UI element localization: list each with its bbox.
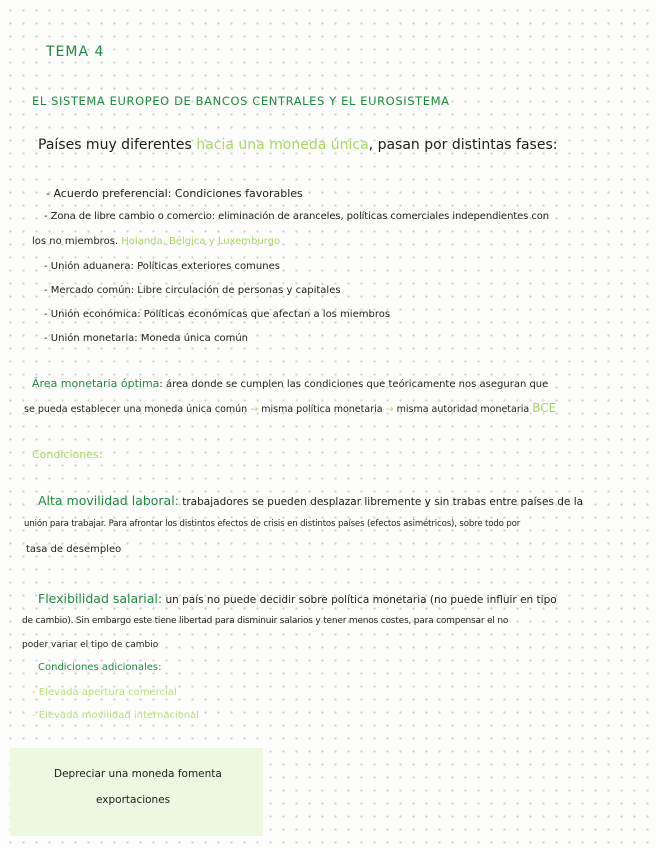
additional-item: - Elevada movilidad internacional xyxy=(32,710,200,721)
sticky-note xyxy=(10,748,263,836)
phase-item: - Mercado común: Libre circulación de personas y capitales xyxy=(44,285,341,296)
note-line-2: exportaciones xyxy=(96,794,171,806)
phase-item: - Acuerdo preferencial: Condiciones favorables xyxy=(46,187,303,200)
phase-item: - Unión económica: Políticas económicas que afectan a los miembros xyxy=(44,309,391,320)
amo-definition: : área donde se cumplen las condiciones que teóricamente nos aseguran que xyxy=(159,379,549,390)
intro-start: Países muy diferentes xyxy=(38,137,192,153)
arrow-icon: → xyxy=(250,404,259,415)
phase-continuation-text: los no miembros. xyxy=(32,236,119,247)
amo-label: Área monetaria óptima xyxy=(32,377,160,390)
amo-line-2 xyxy=(24,401,556,415)
phase-item: - Unión aduanera: Políticas exteriores comunes xyxy=(44,261,280,272)
note-line-1: Depreciar una moneda fomenta xyxy=(54,768,222,780)
flexibilidad-label: Flexibilidad salarial: xyxy=(38,591,163,606)
arrow-icon: → xyxy=(385,404,394,415)
phase-item-continuation xyxy=(32,236,280,247)
additional-item: - Elevada apertura comercial xyxy=(32,687,177,698)
amo-policy: misma política monetaria xyxy=(261,404,383,415)
movilidad-line-1 xyxy=(38,493,583,508)
amo-authority: misma autoridad monetaria xyxy=(396,404,530,415)
page-title: TEMA 4 xyxy=(46,44,105,60)
intro-line xyxy=(38,137,557,153)
flexibilidad-line-1 xyxy=(38,591,557,606)
movilidad-text: trabajadores se pueden desplazar libremente y sin trabas entre países de la xyxy=(178,496,584,508)
movilidad-line-3: tasa de desempleo xyxy=(26,544,122,555)
benelux-highlight: Holanda, Bélgica y Luxemburgo xyxy=(121,236,281,247)
bce-label: BCE xyxy=(532,401,557,415)
movilidad-label: Alta movilidad laboral: xyxy=(38,493,179,508)
section-heading: EL SISTEMA EUROPEO DE BANCOS CENTRALES Y EL EUROSISTEMA xyxy=(32,94,450,108)
amo-currency: se pueda establecer una moneda única común xyxy=(24,404,248,415)
flexibilidad-line-3: poder variar el tipo de cambio xyxy=(22,640,159,650)
intro-end: , pasan por distintas fases: xyxy=(368,137,558,153)
flexibilidad-text: un país no puede decidir sobre política monetaria (no puede influir en tipo xyxy=(162,594,557,606)
phase-item: - Unión monetaria: Moneda única común xyxy=(44,333,249,344)
additional-title: Condiciones adicionales: xyxy=(38,662,162,673)
movilidad-line-2: unión para trabajar. Para afrontar los distintos efectos de crisis en distintos países (efectos asimétricos), sobre todo por xyxy=(24,519,521,529)
amo-line-1 xyxy=(32,377,548,390)
phase-item: - Zona de libre cambio o comercio: eliminación de aranceles, políticas comerciales independientes con xyxy=(44,211,550,222)
flexibilidad-line-2: de cambio). Sin embargo este tiene libertad para disminuir salarios y tener menos costes, para compensar el no xyxy=(22,616,509,626)
intro-highlight: hacia una moneda única xyxy=(196,137,369,153)
conditions-title: Condiciones: xyxy=(32,448,103,461)
